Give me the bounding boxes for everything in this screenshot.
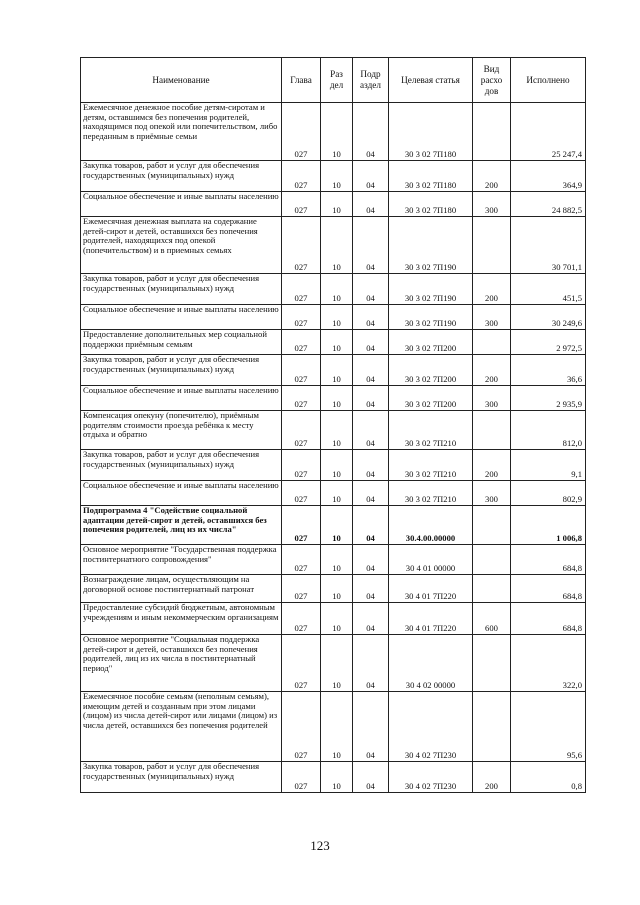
table-cell-amount: 684,8 bbox=[511, 545, 586, 575]
table-cell-target: 30 3 02 7П190 bbox=[389, 305, 473, 330]
table-cell-target: 30 4 02 00000 bbox=[389, 635, 473, 692]
table-cell-podrazdel: 04 bbox=[353, 411, 389, 450]
table-cell-razdel: 10 bbox=[321, 506, 353, 545]
table-header-row bbox=[81, 58, 586, 103]
table-cell-vid: 200 bbox=[473, 450, 511, 481]
table-cell-target: 30 3 02 7П180 bbox=[389, 161, 473, 192]
table-cell-podrazdel: 04 bbox=[353, 355, 389, 386]
table-cell-podrazdel: 04 bbox=[353, 274, 389, 305]
table-cell-amount: 2 972,5 bbox=[511, 330, 586, 355]
table-cell-name: Социальное обеспечение и иные выплаты населению bbox=[81, 386, 282, 411]
table-cell-target: 30 3 02 7П190 bbox=[389, 217, 473, 274]
table-cell-razdel: 10 bbox=[321, 545, 353, 575]
table-cell-razdel: 10 bbox=[321, 103, 353, 161]
table-cell-podrazdel: 04 bbox=[353, 217, 389, 274]
table-cell-name: Предоставление субсидий бюджетным, автономным учреждениям и иным некоммерческим организациям bbox=[81, 603, 282, 635]
table-cell-amount: 684,8 bbox=[511, 575, 586, 603]
table-cell-target: 30 3 02 7П210 bbox=[389, 411, 473, 450]
table-cell-glava: 027 bbox=[282, 330, 321, 355]
table-cell-glava: 027 bbox=[282, 575, 321, 603]
table-cell-razdel: 10 bbox=[321, 274, 353, 305]
table-cell-podrazdel: 04 bbox=[353, 481, 389, 506]
table-cell-podrazdel: 04 bbox=[353, 305, 389, 330]
table-row bbox=[81, 411, 586, 450]
table-cell-podrazdel: 04 bbox=[353, 506, 389, 545]
table-cell-podrazdel: 04 bbox=[353, 762, 389, 793]
table-cell-name: Вознаграждение лицам, осуществляющим на договорной основе постинтернатный патронат bbox=[81, 575, 282, 603]
table-cell-razdel: 10 bbox=[321, 481, 353, 506]
table-cell-target: 30 3 02 7П180 bbox=[389, 103, 473, 161]
table-cell-razdel: 10 bbox=[321, 330, 353, 355]
table-cell-target: 30 4 01 7П220 bbox=[389, 575, 473, 603]
table-cell-razdel: 10 bbox=[321, 411, 353, 450]
table-cell-name: Закупка товаров, работ и услуг для обеспечения государственных (муниципальных) нужд bbox=[81, 355, 282, 386]
table-cell-target: 30 3 02 7П210 bbox=[389, 450, 473, 481]
budget-table-page bbox=[80, 57, 585, 793]
table-row bbox=[81, 575, 586, 603]
table-cell-razdel: 10 bbox=[321, 386, 353, 411]
table-row bbox=[81, 386, 586, 411]
table-cell-amount: 24 882,5 bbox=[511, 192, 586, 217]
table-cell-name: Ежемесячное денежное пособие детям-сиротам и детям, оставшимся без попечения родителей, находящимся под опекой или попечительством, либо переданным в приёмные семьи bbox=[81, 103, 282, 161]
table-cell-glava: 027 bbox=[282, 762, 321, 793]
table-cell-razdel: 10 bbox=[321, 603, 353, 635]
table-cell-amount: 0,8 bbox=[511, 762, 586, 793]
table-cell-vid: 200 bbox=[473, 762, 511, 793]
table-cell-target: 30 4 01 00000 bbox=[389, 545, 473, 575]
table-cell-podrazdel: 04 bbox=[353, 103, 389, 161]
table-cell-glava: 027 bbox=[282, 506, 321, 545]
table-cell-amount: 322,0 bbox=[511, 635, 586, 692]
table-row bbox=[81, 192, 586, 217]
table-cell-name: Закупка товаров, работ и услуг для обеспечения государственных (муниципальных) нужд bbox=[81, 161, 282, 192]
table-cell-glava: 027 bbox=[282, 386, 321, 411]
table-cell-name: Предоставление дополнительных мер социальной поддержки приёмным семьям bbox=[81, 330, 282, 355]
table-cell-razdel: 10 bbox=[321, 305, 353, 330]
table-cell-glava: 027 bbox=[282, 274, 321, 305]
budget-execution-table bbox=[80, 57, 586, 793]
table-cell-name: Закупка товаров, работ и услуг для обеспечения государственных (муниципальных) нужд bbox=[81, 450, 282, 481]
table-cell-amount: 1 006,8 bbox=[511, 506, 586, 545]
table-cell-name: Ежемесячная денежная выплата на содержание детей-сирот и детей, оставшихся без попечения родителей, находящихся под опекой (попечительством) и в приемных семьях bbox=[81, 217, 282, 274]
header-razdel: Раз дел bbox=[321, 58, 353, 103]
table-cell-amount: 451,5 bbox=[511, 274, 586, 305]
table-cell-target: 30 3 02 7П200 bbox=[389, 355, 473, 386]
table-row bbox=[81, 450, 586, 481]
table-cell-vid bbox=[473, 217, 511, 274]
table-cell-target: 30 4 01 7П220 bbox=[389, 603, 473, 635]
table-cell-razdel: 10 bbox=[321, 762, 353, 793]
table-cell-vid bbox=[473, 506, 511, 545]
table-cell-razdel: 10 bbox=[321, 692, 353, 762]
table-cell-target: 30 3 02 7П210 bbox=[389, 481, 473, 506]
table-cell-vid bbox=[473, 575, 511, 603]
table-row bbox=[81, 161, 586, 192]
table-cell-podrazdel: 04 bbox=[353, 330, 389, 355]
table-cell-target: 30 3 02 7П200 bbox=[389, 330, 473, 355]
header-vid: Вид расхо дов bbox=[473, 58, 511, 103]
table-cell-vid bbox=[473, 635, 511, 692]
table-row bbox=[81, 103, 586, 161]
table-cell-podrazdel: 04 bbox=[353, 635, 389, 692]
table-cell-name: Социальное обеспечение и иные выплаты населению bbox=[81, 481, 282, 506]
table-cell-vid: 200 bbox=[473, 274, 511, 305]
table-cell-glava: 027 bbox=[282, 305, 321, 330]
table-cell-glava: 027 bbox=[282, 161, 321, 192]
table-cell-razdel: 10 bbox=[321, 635, 353, 692]
table-cell-amount: 9,1 bbox=[511, 450, 586, 481]
table-cell-amount: 30 701,1 bbox=[511, 217, 586, 274]
table-cell-target: 30 3 02 7П200 bbox=[389, 386, 473, 411]
table-cell-vid: 300 bbox=[473, 192, 511, 217]
table-row bbox=[81, 603, 586, 635]
table-cell-amount: 812,0 bbox=[511, 411, 586, 450]
table-cell-podrazdel: 04 bbox=[353, 603, 389, 635]
table-body bbox=[81, 103, 586, 793]
table-cell-vid: 200 bbox=[473, 161, 511, 192]
table-cell-amount: 684,8 bbox=[511, 603, 586, 635]
table-cell-glava: 027 bbox=[282, 411, 321, 450]
table-row bbox=[81, 506, 586, 545]
table-cell-amount: 36,6 bbox=[511, 355, 586, 386]
table-cell-podrazdel: 04 bbox=[353, 386, 389, 411]
table-cell-vid: 200 bbox=[473, 355, 511, 386]
page-number: 123 bbox=[310, 838, 330, 853]
table-cell-glava: 027 bbox=[282, 450, 321, 481]
table-cell-vid bbox=[473, 545, 511, 575]
table-cell-glava: 027 bbox=[282, 192, 321, 217]
table-cell-amount: 30 249,6 bbox=[511, 305, 586, 330]
table-cell-glava: 027 bbox=[282, 481, 321, 506]
table-cell-podrazdel: 04 bbox=[353, 161, 389, 192]
table-cell-name: Основное мероприятие "Социальная поддержка детей-сирот и детей, оставшихся без попечения родителей, лиц из их числа в постинтернатный период" bbox=[81, 635, 282, 692]
table-cell-target: 30 4 02 7П230 bbox=[389, 692, 473, 762]
table-row bbox=[81, 274, 586, 305]
table-cell-vid: 300 bbox=[473, 386, 511, 411]
table-cell-amount: 25 247,4 bbox=[511, 103, 586, 161]
table-row bbox=[81, 330, 586, 355]
table-cell-podrazdel: 04 bbox=[353, 575, 389, 603]
table-cell-name: Компенсация опекуну (попечителю), приёмным родителям стоимости проезда ребёнка к месту отдыха и обратно bbox=[81, 411, 282, 450]
table-cell-razdel: 10 bbox=[321, 161, 353, 192]
table-cell-glava: 027 bbox=[282, 355, 321, 386]
header-name: Наименование bbox=[81, 58, 282, 103]
table-cell-podrazdel: 04 bbox=[353, 192, 389, 217]
table-row bbox=[81, 635, 586, 692]
table-cell-name: Закупка товаров, работ и услуг для обеспечения государственных (муниципальных) нужд bbox=[81, 762, 282, 793]
table-cell-vid bbox=[473, 411, 511, 450]
table-cell-amount: 2 935,9 bbox=[511, 386, 586, 411]
table-cell-vid bbox=[473, 330, 511, 355]
table-row bbox=[81, 762, 586, 793]
table-cell-glava: 027 bbox=[282, 603, 321, 635]
table-cell-glava: 027 bbox=[282, 692, 321, 762]
table-cell-glava: 027 bbox=[282, 635, 321, 692]
table-cell-vid: 300 bbox=[473, 305, 511, 330]
table-cell-vid bbox=[473, 103, 511, 161]
table-cell-target: 30 4 02 7П230 bbox=[389, 762, 473, 793]
header-target: Целевая статья bbox=[389, 58, 473, 103]
table-cell-vid: 600 bbox=[473, 603, 511, 635]
header-podrazdel: Подр аздел bbox=[353, 58, 389, 103]
table-cell-razdel: 10 bbox=[321, 217, 353, 274]
table-cell-name: Социальное обеспечение и иные выплаты населению bbox=[81, 305, 282, 330]
table-row bbox=[81, 355, 586, 386]
table-row bbox=[81, 545, 586, 575]
table-cell-name: Ежемесячное пособие семьям (неполным семьям), имеющим детей и созданным при этом лицами (лицом) из числа детей-сирот или лицами (лицом) из числа детей, оставшихся без попечения родителей bbox=[81, 692, 282, 762]
table-cell-glava: 027 bbox=[282, 545, 321, 575]
table-cell-name: Социальное обеспечение и иные выплаты населению bbox=[81, 192, 282, 217]
table-cell-name: Закупка товаров, работ и услуг для обеспечения государственных (муниципальных) нужд bbox=[81, 274, 282, 305]
table-cell-podrazdel: 04 bbox=[353, 692, 389, 762]
table-cell-razdel: 10 bbox=[321, 450, 353, 481]
table-cell-name: Подпрограмма 4 "Содействие социальной адаптации детей-сирот и детей, оставшихся без попечения родителей, лиц из их числа" bbox=[81, 506, 282, 545]
table-cell-razdel: 10 bbox=[321, 575, 353, 603]
table-cell-target: 30.4.00.00000 bbox=[389, 506, 473, 545]
table-cell-podrazdel: 04 bbox=[353, 545, 389, 575]
table-cell-podrazdel: 04 bbox=[353, 450, 389, 481]
table-cell-amount: 364,9 bbox=[511, 161, 586, 192]
table-cell-target: 30 3 02 7П190 bbox=[389, 274, 473, 305]
table-row bbox=[81, 305, 586, 330]
table-cell-amount: 95,6 bbox=[511, 692, 586, 762]
table-row bbox=[81, 692, 586, 762]
table-cell-razdel: 10 bbox=[321, 192, 353, 217]
table-cell-vid: 300 bbox=[473, 481, 511, 506]
table-cell-target: 30 3 02 7П180 bbox=[389, 192, 473, 217]
table-cell-razdel: 10 bbox=[321, 355, 353, 386]
header-glava: Глава bbox=[282, 58, 321, 103]
table-cell-vid bbox=[473, 692, 511, 762]
table-cell-glava: 027 bbox=[282, 103, 321, 161]
table-cell-name: Основное мероприятие "Государственная поддержка постинтернатного сопровождения" bbox=[81, 545, 282, 575]
table-row bbox=[81, 481, 586, 506]
table-row bbox=[81, 217, 586, 274]
table-cell-glava: 027 bbox=[282, 217, 321, 274]
table-cell-amount: 802,9 bbox=[511, 481, 586, 506]
header-amount: Исполнено bbox=[511, 58, 586, 103]
